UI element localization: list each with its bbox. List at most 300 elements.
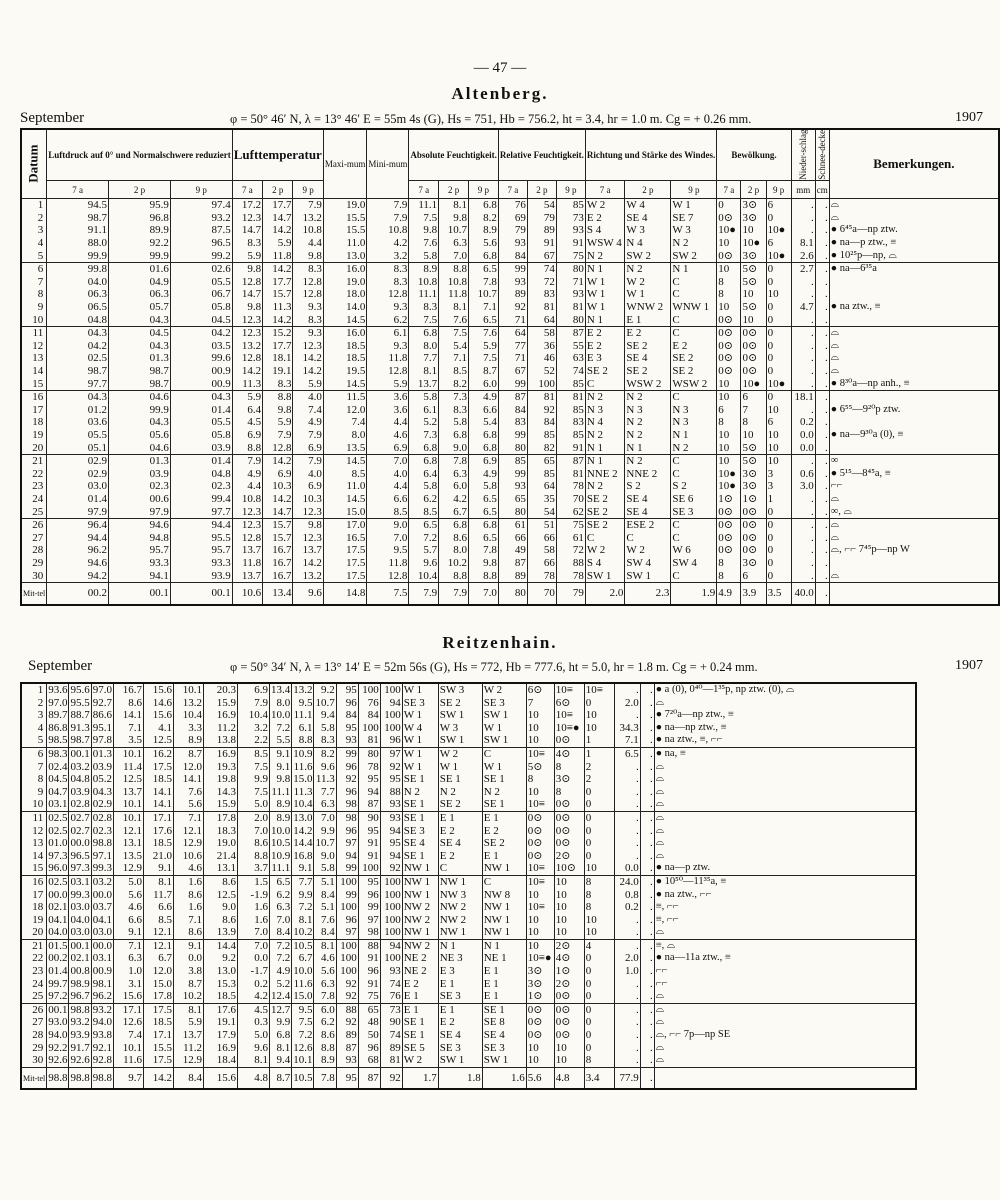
wind-cell: W 1 [402, 747, 438, 760]
precip-cell: . [791, 314, 815, 327]
mean-cloud-cell: 4.8 [554, 1067, 584, 1089]
temperature-cell: 15.7 [263, 288, 293, 301]
snow-cell: . [815, 276, 829, 289]
year-label: 1907 [955, 658, 983, 673]
rel-humidity-cell: 91 [527, 237, 556, 250]
max-temp-cell: 8.6 [203, 875, 237, 888]
max-temp-cell: 17.9 [203, 1029, 237, 1042]
temperature-cell: 14.2 [263, 314, 293, 327]
table-row [21, 862, 916, 875]
snow-cell: . [640, 825, 654, 838]
pressure-cell: 97.0 [92, 684, 112, 696]
pressure-cell: 97.8 [92, 734, 112, 747]
max-temp-cell: 9.0 [203, 901, 237, 914]
min-temp-cell: 7.0 [367, 532, 409, 545]
rel-humidity-cell: 74 [380, 978, 402, 991]
max-temp-cell: 19.0 [323, 199, 367, 212]
max-temp-cell: 15.5 [323, 224, 367, 237]
snow-cell: . [640, 965, 654, 978]
min-temp-cell: 7.0 [237, 926, 269, 939]
mean-temperature-cell: 8.4 [173, 1067, 203, 1089]
snow-cell: . [815, 532, 829, 545]
temperature-cell: 15.6 [113, 990, 143, 1003]
rel-humidity-cell: 84 [358, 709, 380, 722]
cloud-cell: 10 [741, 314, 766, 327]
cloud-cell: 0 [584, 697, 614, 710]
abs-humidity-cell: 8.4 [314, 889, 336, 902]
pressure-cell: 94.1 [109, 570, 171, 583]
temperature-cell: 13.2 [293, 570, 323, 583]
temperature-cell: 6.6 [113, 914, 143, 927]
cloud-cell: 0 [766, 391, 791, 404]
cloud-cell: 8 [717, 557, 741, 570]
rel-humidity-cell: 96 [336, 697, 358, 710]
precip-cell: . [791, 570, 815, 583]
abs-humidity-cell: 5.8 [314, 862, 336, 875]
cloud-cell: 10 [766, 429, 791, 442]
abs-humidity-cell: 6.8 [409, 455, 439, 468]
temperature-cell: 9.8 [263, 404, 293, 417]
snow-cell: . [815, 224, 829, 237]
remarks-cell [829, 276, 999, 289]
temperature-cell: 18.1 [263, 352, 293, 365]
temperature-cell: 8.7 [173, 747, 203, 760]
cloud-cell: 0 [584, 1029, 614, 1042]
day-cell: 12 [21, 340, 47, 353]
rel-humidity-cell: 78 [556, 480, 585, 493]
abs-humidity-cell: 8.8 [439, 570, 469, 583]
max-temp-cell: 7.4 [323, 416, 367, 429]
temperature-cell: 4.5 [232, 416, 262, 429]
cloud-cell: 0⊙ [526, 850, 554, 863]
abs-humidity-cell: 9.9 [269, 1016, 291, 1029]
wind-cell: SE 4 [625, 493, 671, 506]
temperature-cell: 16.7 [113, 683, 143, 697]
max-temp-cell: 19.0 [323, 276, 367, 289]
wind-cell: SW 4 [671, 557, 717, 570]
rel-humidity-cell: 92 [336, 990, 358, 1003]
rel-humidity-cell: 69 [498, 212, 527, 225]
wind-cell: E 3 [438, 965, 482, 978]
pressure-cell: 94.6 [47, 557, 109, 570]
mean-wind-cell: 2.3 [625, 583, 671, 605]
remarks-cell: ● a (0), 0⁴⁰—1³⁵p, np ztw. (0), ⌓ [654, 683, 916, 697]
rel-humidity-cell: 94 [358, 786, 380, 799]
table-row [21, 276, 999, 289]
abs-humidity-cell: 5.2 [409, 416, 439, 429]
min-temp-cell: 8.5 [237, 747, 269, 760]
abs-humidity-cell: 7.6 [439, 314, 469, 327]
pressure-cell: 06.7 [170, 288, 232, 301]
rel-humidity-cell: 55 [556, 340, 585, 353]
max-temp-cell: 17.8 [203, 811, 237, 824]
wind-cell: W 1 [585, 288, 625, 301]
rel-humidity-cell: 95 [358, 825, 380, 838]
snow-cell: . [815, 442, 829, 455]
wind-cell: NW 1 [482, 901, 526, 914]
temperature-cell: 8.7 [173, 978, 203, 991]
pressure-cell: 04.3 [47, 391, 109, 404]
max-temp-cell: 15.3 [203, 978, 237, 991]
day-cell: 2 [21, 697, 47, 710]
abs-humidity-cell: 8.0 [269, 697, 291, 710]
abs-humidity-cell: 7.1 [469, 301, 499, 314]
pressure-cell: 04.8 [170, 468, 232, 481]
temperature-cell: 12.6 [113, 1016, 143, 1029]
column-subheader-t2p: 2 p [625, 181, 671, 199]
abs-humidity-cell: 11.3 [293, 785, 313, 798]
min-temp-cell: 9.9 [237, 773, 269, 786]
precip-cell: . [791, 276, 815, 289]
table-row [21, 301, 999, 314]
cloud-cell: 10 [741, 224, 766, 237]
pressure-cell: 02.5 [48, 875, 68, 888]
abs-humidity-cell: 8.2 [469, 212, 499, 225]
temperature-cell: 4.0 [293, 468, 323, 481]
wind-cell: N 2 [671, 442, 717, 455]
pressure-cell: 02.9 [92, 798, 112, 811]
table-row [21, 532, 999, 545]
wind-cell: E 2 [438, 850, 482, 863]
pressure-cell: 99.3 [92, 862, 112, 875]
abs-humidity-cell: 6.2 [269, 889, 291, 902]
rel-humidity-cell: 100 [380, 709, 402, 722]
day-cell: 14 [21, 365, 47, 378]
precip-cell: 0.0 [791, 442, 815, 455]
pressure-cell: 97.7 [47, 378, 109, 391]
wind-cell: SW 1 [438, 1054, 482, 1067]
remarks-cell [829, 314, 999, 327]
rel-humidity-cell: 71 [556, 276, 585, 289]
wind-cell: S 2 [671, 480, 717, 493]
cloud-cell: 0⊙ [741, 352, 766, 365]
max-temp-cell: 14.5 [323, 493, 367, 506]
min-temp-cell: 6.9 [237, 683, 269, 697]
rel-humidity-cell: 99 [336, 747, 358, 760]
wind-cell: W 1 [585, 276, 625, 289]
wind-cell: N 1 [438, 939, 482, 952]
table-row [21, 378, 999, 391]
mean-pressure-cell: 98.8 [91, 1067, 113, 1089]
abs-humidity-cell: 6.8 [469, 429, 499, 442]
rel-humidity-cell: 58 [527, 544, 556, 557]
snow-cell: . [640, 1042, 654, 1055]
temperature-cell: 8.8 [263, 391, 293, 404]
pressure-cell: 04.9 [109, 276, 171, 289]
remarks-cell: ⌓, ⌐⌐ 7p—np SE [654, 1029, 916, 1042]
min-temp-cell: 12.8 [367, 288, 409, 301]
abs-humidity-cell: 8.8 [292, 734, 314, 747]
wind-cell: NW 2 [438, 901, 482, 914]
min-temp-cell: 0.3 [237, 1016, 269, 1029]
cloud-cell: 10≡ [526, 875, 554, 888]
rel-humidity-cell: 71 [498, 314, 527, 327]
abs-humidity-cell: 7.3 [409, 429, 439, 442]
precip-cell: . [614, 683, 640, 697]
abs-humidity-cell: 11.3 [315, 773, 335, 786]
table-row [21, 811, 916, 824]
wind-cell: W 1 [482, 722, 526, 735]
abs-humidity-cell: 7.7 [409, 352, 439, 365]
rel-humidity-cell: 95 [380, 773, 402, 786]
cloud-cell: 10 [554, 889, 584, 902]
mittel-row [21, 583, 999, 605]
snow-cell: . [815, 199, 829, 212]
mean-abs-humidity-cell: 7.0 [469, 583, 499, 605]
pressure-cell: 94.4 [47, 532, 109, 545]
wind-cell: W 1 [402, 761, 438, 774]
wind-cell: NW 1 [402, 862, 438, 875]
column-header-relative-feuchtigkeit: Relative Feuchtigkeit. [498, 129, 585, 181]
pressure-cell: 02.7 [70, 811, 90, 824]
abs-humidity-cell: 8.1 [409, 365, 439, 378]
precip-cell: . [614, 773, 640, 786]
abs-humidity-cell: 6.5 [409, 519, 439, 532]
day-cell: 22 [21, 952, 47, 965]
temperature-cell: 4.0 [293, 391, 323, 404]
day-cell: 9 [21, 301, 47, 314]
abs-humidity-cell: 7.7 [292, 875, 314, 888]
max-temp-cell: 14.0 [323, 301, 367, 314]
table-row [21, 570, 999, 583]
abs-humidity-cell: 10.1 [293, 1054, 313, 1067]
mean-min-cell: 7.5 [367, 583, 409, 605]
pressure-cell: 04.3 [109, 340, 171, 353]
day-cell: 12 [21, 825, 47, 838]
temperature-cell: 6.9 [232, 429, 262, 442]
remarks-cell: ● na ztw., ⌐⌐ [654, 889, 916, 902]
abs-humidity-cell: 9.8 [409, 224, 439, 237]
cloud-cell: 8 [741, 416, 766, 429]
pressure-cell: 01.3 [109, 455, 171, 468]
abs-humidity-cell: 4.2 [439, 493, 469, 506]
max-temp-cell: 14.5 [323, 455, 367, 468]
cloud-cell: 10 [741, 288, 766, 301]
wind-cell: C [671, 570, 717, 583]
min-temp-cell: 3.6 [367, 404, 409, 417]
station-meta: φ = 50° 34′ N, λ = 13° 14′ E = 52m 56s (G), Hs = 772, Hb = 777.6, ht = 5.0, hr = 1.8 m. Cg = + 0.24 mm. [230, 660, 758, 674]
rel-humidity-cell: 52 [527, 365, 556, 378]
min-temp-cell: 10.4 [237, 709, 269, 722]
snow-cell: . [815, 288, 829, 301]
remarks-cell: ● na ztw., ≡, ⌐⌐ [654, 734, 916, 747]
wind-cell: SE 3 [438, 1042, 482, 1055]
cloud-cell: 10≡ [526, 798, 554, 811]
rel-humidity-cell: 99 [336, 862, 358, 875]
snow-cell: . [640, 1029, 654, 1042]
temperature-cell: 13.7 [113, 786, 143, 799]
min-temp-cell: 4.2 [367, 237, 409, 250]
abs-humidity-cell: 4.6 [314, 952, 336, 965]
wind-cell: E 2 [438, 1016, 482, 1029]
snow-cell: . [815, 480, 829, 493]
abs-humidity-cell: 7.6 [469, 327, 499, 340]
temperature-cell: 12.1 [113, 825, 143, 838]
pressure-cell: 94.4 [170, 519, 232, 532]
wind-cell: SE 1 [402, 1016, 438, 1029]
remarks-cell: ● 6⁵⁵—9²⁰p ztw. [829, 404, 999, 417]
pressure-cell: 04.0 [70, 913, 90, 926]
cloud-cell: 1 [584, 734, 614, 747]
rel-humidity-cell: 91 [358, 850, 380, 863]
temperature-cell: 12.1 [143, 939, 173, 952]
pressure-cell: 98.8 [92, 837, 112, 850]
abs-humidity-cell: 8.1 [269, 1042, 291, 1055]
cloud-cell: 8 [526, 773, 554, 786]
abs-humidity-cell: 7.0 [314, 811, 336, 824]
rel-humidity-cell: 80 [498, 442, 527, 455]
pressure-cell: 03.1 [92, 952, 112, 965]
snow-cell: . [640, 798, 654, 811]
cloud-cell: 0⊙ [554, 734, 584, 747]
cloud-cell: 0⊙ [526, 1003, 554, 1016]
cloud-cell: 0 [584, 850, 614, 863]
wind-cell: SE 3 [402, 697, 438, 710]
table-row [21, 212, 999, 225]
table-row [21, 519, 999, 532]
pressure-cell: 00.0 [92, 939, 112, 952]
cloud-cell: 0⊙ [526, 1016, 554, 1029]
day-cell: 21 [21, 455, 47, 468]
snow-cell: . [640, 773, 654, 786]
max-temp-cell: 18.0 [323, 288, 367, 301]
rel-humidity-cell: 95 [358, 875, 380, 888]
wind-cell: SE 2 [585, 519, 625, 532]
max-temp-cell: 18.4 [203, 1054, 237, 1067]
temperature-cell: 13.2 [232, 340, 262, 353]
cloud-cell: 8 [717, 416, 741, 429]
cloud-cell: 0⊙ [717, 532, 741, 545]
wind-cell: E 2 [402, 978, 438, 991]
column-header-datum: Datum [21, 129, 47, 199]
station-meta: φ = 50° 46′ N, λ = 13° 46′ E = 55m 4s (G), Hs = 751, Hb = 756.2, ht = 3.4, hr = 1.0 m. Cg = + 0.26 mm. [230, 112, 752, 126]
max-temp-cell: 13.1 [203, 862, 237, 875]
pressure-cell: 01.3 [92, 747, 112, 760]
abs-humidity-cell: 8.9 [269, 811, 291, 824]
min-temp-cell: 9.5 [367, 544, 409, 557]
cloud-cell: 0⊙ [526, 825, 554, 838]
abs-humidity-cell: 10.5 [293, 939, 313, 952]
min-temp-cell: 7.5 [237, 761, 269, 774]
remarks-cell: ● na—p ztw., ≡ [829, 237, 999, 250]
abs-humidity-cell: 6.8 [439, 429, 469, 442]
precip-cell: . [791, 378, 815, 391]
snow-cell: . [640, 889, 654, 902]
abs-humidity-cell: 7.2 [292, 901, 314, 914]
snow-cell: . [640, 734, 654, 747]
wind-cell: C [671, 519, 717, 532]
pressure-cell: 04.5 [109, 327, 171, 340]
wind-cell: SW 1 [482, 734, 526, 747]
min-temp-cell: 12.8 [367, 365, 409, 378]
precip-cell: 2.0 [614, 952, 640, 965]
min-temp-cell: 8.5 [367, 506, 409, 519]
cloud-cell: 0⊙ [554, 1029, 584, 1042]
wind-cell: N 2 [585, 429, 625, 442]
rel-humidity-cell: 100 [380, 683, 402, 697]
temperature-cell: 5.0 [113, 875, 143, 888]
pressure-cell: 93.6 [48, 684, 68, 696]
temperature-cell: 5.6 [173, 798, 203, 811]
precip-cell: 2.6 [791, 250, 815, 263]
table-row [21, 480, 999, 493]
remarks-cell: ⌓ [654, 1003, 916, 1016]
abs-humidity-cell: 12.7 [270, 1003, 291, 1016]
table-row [21, 352, 999, 365]
temperature-cell: 12.8 [232, 352, 262, 365]
rel-humidity-cell: 100 [380, 889, 402, 902]
cloud-cell: 10≡ [584, 683, 614, 697]
rel-humidity-cell: 100 [380, 722, 402, 735]
remarks-cell: ⌓ [654, 1054, 916, 1067]
min-temp-cell: 12.8 [367, 570, 409, 583]
wind-cell: SE 3 [402, 825, 438, 838]
rel-humidity-cell: 87 [556, 455, 585, 468]
precip-cell: . [791, 288, 815, 301]
column-subheader-t2p: 2 p [741, 181, 766, 199]
mean-remarks-cell [654, 1067, 916, 1089]
rel-humidity-cell: 75 [358, 990, 380, 1003]
rel-humidity-cell: 35 [527, 493, 556, 506]
snow-cell: . [640, 747, 654, 760]
pressure-cell: 00.9 [170, 378, 232, 391]
max-temp-cell: 17.5 [323, 557, 367, 570]
rel-humidity-cell: 88 [556, 557, 585, 570]
abs-humidity-cell: 7.8 [469, 276, 499, 289]
cloud-cell: 10 [584, 722, 614, 735]
abs-humidity-cell: 9.1 [292, 862, 314, 875]
abs-humidity-cell: 8.9 [409, 263, 439, 276]
pressure-cell: 02.7 [70, 824, 90, 837]
temperature-cell: 7.1 [113, 939, 143, 952]
wind-cell: N 2 [671, 237, 717, 250]
wind-cell: SE 2 [438, 798, 482, 811]
pressure-cell: 00.1 [70, 747, 90, 760]
cloud-cell: 10● [717, 480, 741, 493]
cloud-cell: 0⊙ [526, 1029, 554, 1042]
snow-cell: . [815, 250, 829, 263]
wind-cell: SE 2 [585, 493, 625, 506]
max-temp-cell: 21.4 [203, 850, 237, 863]
wind-cell: SE 3 [438, 990, 482, 1003]
pressure-cell: 01.3 [109, 352, 171, 365]
temperature-cell: 12.3 [293, 532, 323, 545]
remarks-cell [829, 442, 999, 455]
abs-humidity-cell: 6.5 [469, 506, 499, 519]
pressure-cell: 95.7 [170, 544, 232, 557]
wind-cell: C [671, 391, 717, 404]
precip-cell: . [791, 493, 815, 506]
cloud-cell: 3⊙ [741, 480, 766, 493]
remarks-cell: ⌓ [829, 570, 999, 583]
pressure-cell: 04.0 [48, 926, 68, 939]
wind-cell: NE 2 [402, 965, 438, 978]
wind-cell: N 2 [625, 455, 671, 468]
abs-humidity-cell: 10.8 [439, 276, 469, 289]
precip-cell: 2.7 [791, 263, 815, 276]
pressure-cell: 01.6 [109, 263, 171, 276]
remarks-cell: ⌓ [829, 340, 999, 353]
temperature-cell: 15.7 [263, 519, 293, 532]
temperature-cell: 12.1 [143, 926, 173, 939]
max-temp-cell: 12.0 [323, 404, 367, 417]
temperature-cell: 7.6 [173, 786, 203, 799]
temperature-cell: 17.7 [263, 276, 293, 289]
table-row [21, 544, 999, 557]
precip-cell: 2.0 [614, 697, 640, 710]
column-subheader-t2p: 2 p [263, 181, 293, 199]
pressure-cell: 03.5 [170, 340, 232, 353]
